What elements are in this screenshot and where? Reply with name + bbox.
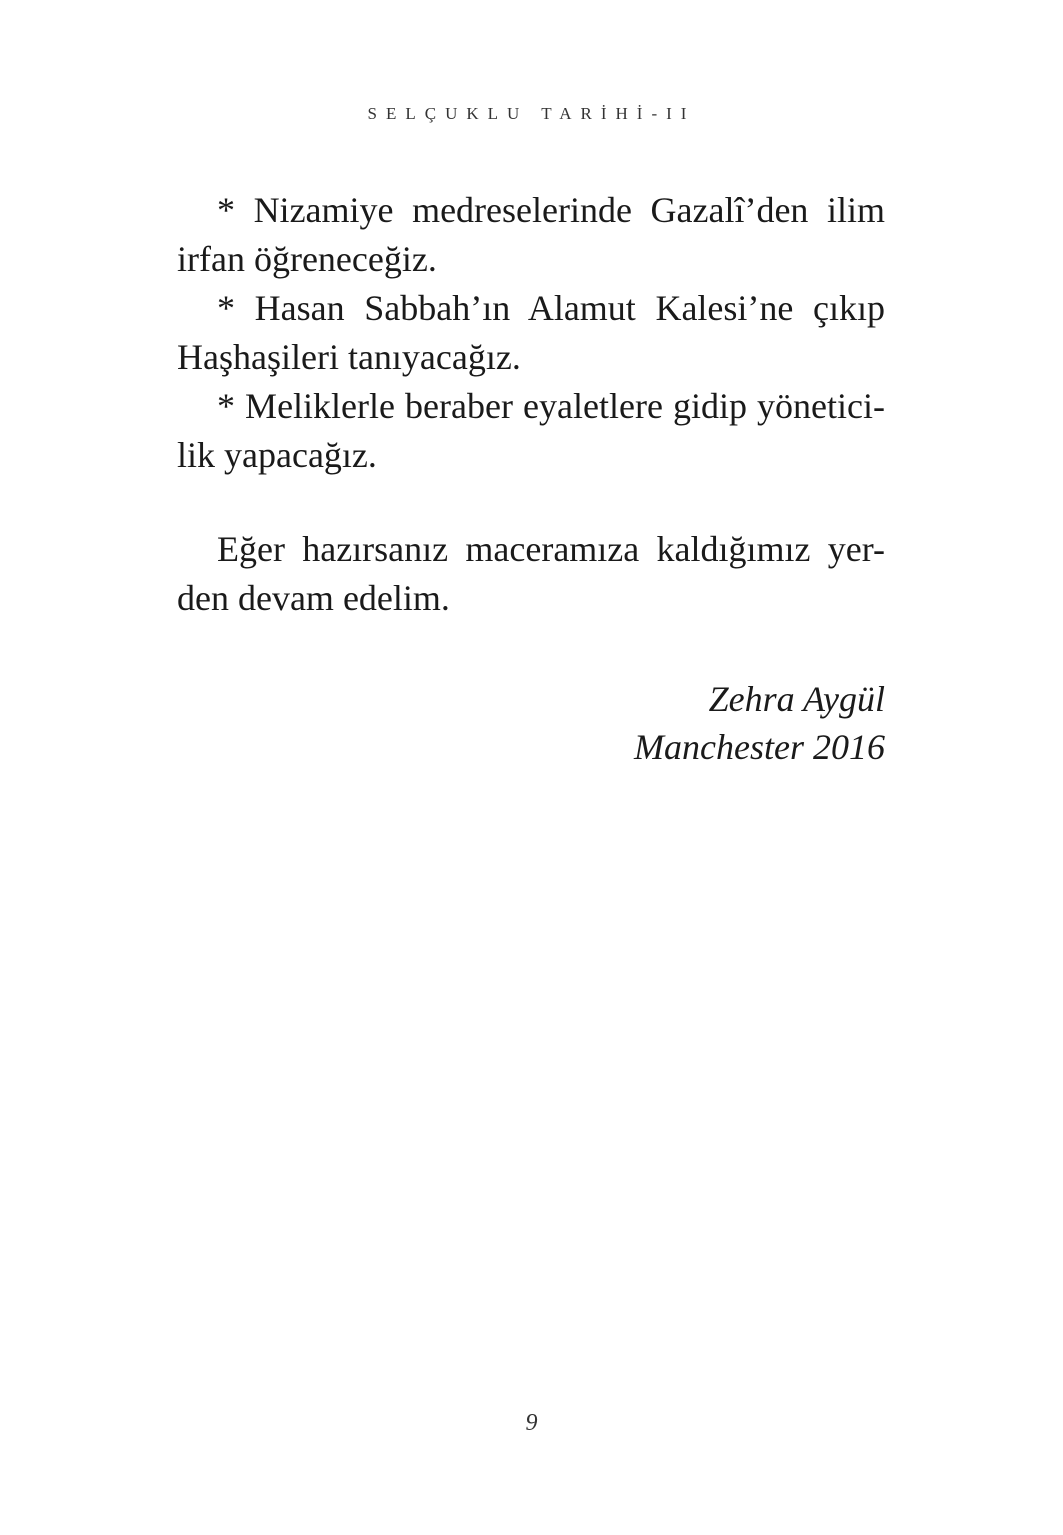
text-line: Eğer hazırsanız maceramıza kaldığımız yer- <box>217 529 885 569</box>
text-line: * Meliklerle beraber eyaletlere gidip yönetici- <box>217 386 885 426</box>
text-line: irfan öğreneceğiz. <box>177 239 437 279</box>
signature-block <box>177 675 885 771</box>
text-line: den devam edelim. <box>177 578 450 618</box>
text-line: lik yapacağız. <box>177 435 377 475</box>
running-header: SELÇUKLU TARİHİ-II <box>367 104 696 123</box>
bullet-item-melikler <box>177 382 885 480</box>
bullet-item-gazali <box>177 186 885 284</box>
bullet-item-alamut <box>177 284 885 382</box>
author-name: Zehra Aygül <box>708 679 885 719</box>
place-year: Manchester 2016 <box>634 727 885 767</box>
body-text <box>177 186 885 623</box>
text-line: * Nizamiye medreselerinde Gazalî’den ilim <box>217 190 885 230</box>
text-line: * Hasan Sabbah’ın Alamut Kalesi’ne çıkıp <box>217 288 885 328</box>
page-number: 9 <box>525 1410 538 1436</box>
text-line: Haşhaşileri tanıyacağız. <box>177 337 521 377</box>
closing-paragraph <box>177 525 885 623</box>
